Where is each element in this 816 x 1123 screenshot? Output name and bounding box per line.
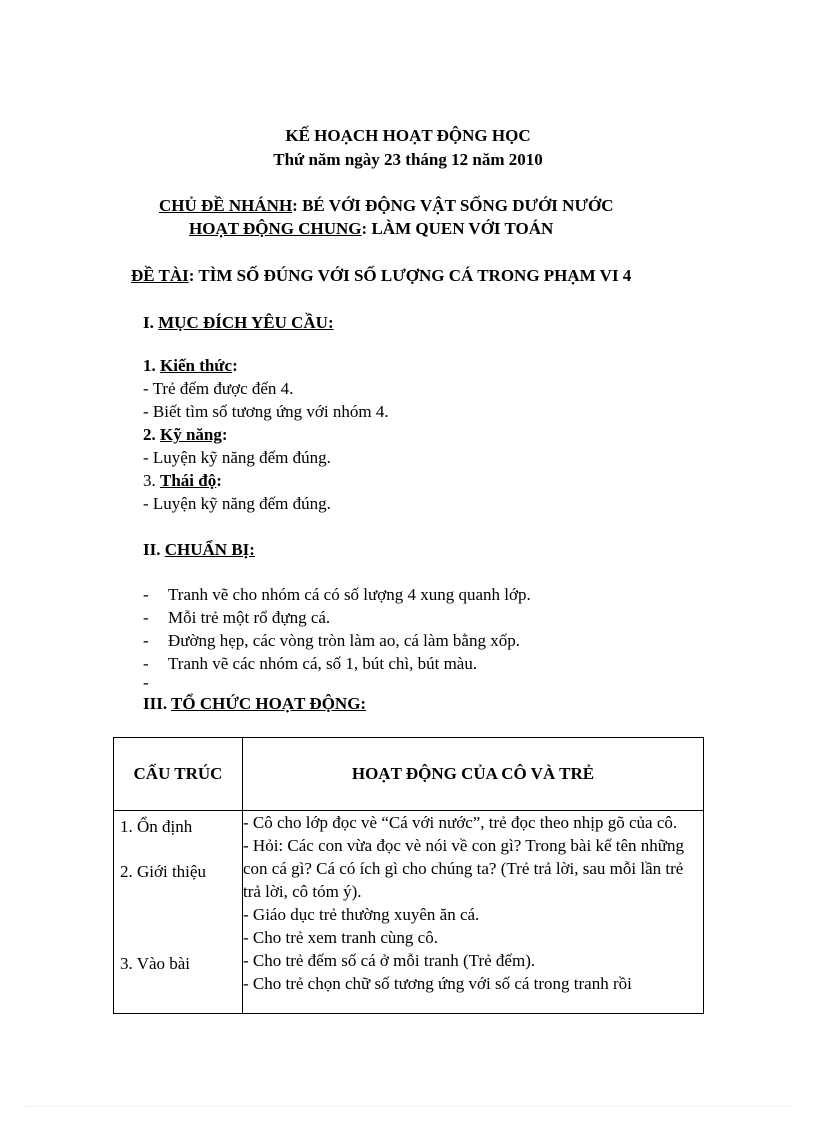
activity-line: - Cho trẻ xem tranh cùng cô.: [243, 928, 438, 947]
skill-num: 2.: [143, 425, 160, 444]
header-activities: HOẠT ĐỘNG CỦA CÔ VÀ TRẺ: [243, 738, 704, 811]
prep-item: [143, 608, 330, 628]
prep-item: [143, 654, 477, 674]
branch-topic-line: [159, 196, 613, 216]
knowledge-num: 1.: [143, 356, 160, 375]
header-structure: CẤU TRÚC: [114, 738, 243, 811]
prep-item: [143, 585, 531, 605]
activity-line: - Cho trẻ chọn chữ số tương ứng với số cá trong tranh rồi: [243, 974, 632, 993]
activity-line: - Hỏi: Các con vừa đọc vè nói về con gì? Trong bài kể tên những con cá gì? Cá có ích gì cho chúng ta? (Trẻ trả lời, sau mỗi lần trẻ trả lời, cô tóm ý).: [243, 836, 684, 901]
subject-line: [131, 266, 631, 286]
plan-title: KẾ HOẠCH HOẠT ĐỘNG HỌC: [285, 126, 531, 145]
plan-date: Thứ năm ngày 23 tháng 12 năm 2010: [273, 150, 543, 169]
attitude-item: - Luyện kỹ năng đếm đúng.: [143, 494, 331, 513]
subject-label: ĐỀ TÀI: [131, 266, 189, 285]
bullet-dash: -: [143, 585, 149, 604]
attitude-colon: :: [216, 471, 222, 490]
step-label: 1. Ổn định: [120, 817, 193, 836]
activities-cell: [243, 811, 704, 1014]
subject-value: : TÌM SỐ ĐÚNG VỚI SỐ LƯỢNG CÁ TRONG PHẠM VI 4: [188, 266, 632, 285]
prep-item-text: Đường hẹp, các vòng tròn làm ao, cá làm bằng xốp.: [168, 631, 520, 650]
skill-item: - Luyện kỹ năng đếm đúng.: [143, 448, 331, 467]
structure-cell: [114, 811, 243, 1014]
table-header-row: [114, 738, 704, 811]
branch-topic-label: CHỦ ĐỀ NHÁNH: [159, 196, 293, 215]
section2-heading: [143, 540, 255, 560]
section2-title: CHUẨN BỊ:: [164, 540, 255, 559]
attitude-heading: [143, 471, 222, 491]
knowledge-item: - Biết tìm số tương ứng với nhóm 4.: [143, 402, 389, 421]
page-footer-divider: [24, 1106, 792, 1107]
prep-item-text: Tranh vẽ các nhóm cá, số 1, bút chì, bút màu.: [168, 654, 478, 673]
knowledge-label: Kiến thức: [160, 356, 233, 375]
bullet-dash: -: [143, 631, 149, 650]
knowledge-heading: [143, 356, 238, 376]
skill-label: Kỹ năng: [160, 425, 222, 444]
knowledge-item: - Trẻ đếm được đến 4.: [143, 379, 294, 398]
activity-line: - Giáo dục trẻ thường xuyên ăn cá.: [243, 905, 480, 924]
branch-topic-value: : BÉ VỚI ĐỘNG VẬT SỐNG DƯỚI NƯỚC: [292, 196, 614, 215]
step-label: 2. Giới thiệu: [120, 862, 206, 881]
prep-item-text: Tranh vẽ cho nhóm cá có số lượng 4 xung quanh lớp.: [168, 585, 531, 604]
attitude-label: Thái độ: [160, 471, 217, 490]
activity-table: [113, 737, 704, 1014]
bullet-dash: -: [143, 654, 149, 673]
attitude-num: 3.: [143, 471, 160, 490]
prep-item-text: Mỗi trẻ một rổ đựng cá.: [168, 608, 331, 627]
section3-heading: [143, 694, 366, 714]
general-activity-value: : LÀM QUEN VỚI TOÁN: [361, 219, 554, 238]
bullet-dash: -: [143, 608, 149, 627]
activity-line: - Cô cho lớp đọc vè “Cá với nước”, trẻ đọc theo nhịp gõ của cô.: [243, 813, 678, 832]
section1-title: MỤC ĐÍCH YÊU CẦU:: [158, 313, 334, 332]
prep-item-empty: [143, 673, 168, 693]
section3-title: TỔ CHỨC HOẠT ĐỘNG:: [171, 694, 367, 713]
general-activity-line: [189, 219, 553, 239]
knowledge-colon: :: [232, 356, 238, 375]
section1-heading: [143, 313, 334, 333]
step-label: 3. Vào bài: [120, 954, 191, 973]
prep-item: [143, 631, 520, 651]
section3-prefix: III.: [143, 694, 172, 713]
skill-colon: :: [221, 425, 228, 444]
section2-prefix: II.: [143, 540, 165, 559]
activity-line: - Cho trẻ đếm số cá ở mỗi tranh (Trẻ đếm).: [243, 951, 536, 970]
skill-heading: [143, 425, 228, 445]
section1-prefix: I.: [143, 313, 159, 332]
table-row: [114, 811, 704, 1014]
bullet-dash: -: [143, 673, 149, 692]
general-activity-label: HOẠT ĐỘNG CHUNG: [189, 219, 362, 238]
